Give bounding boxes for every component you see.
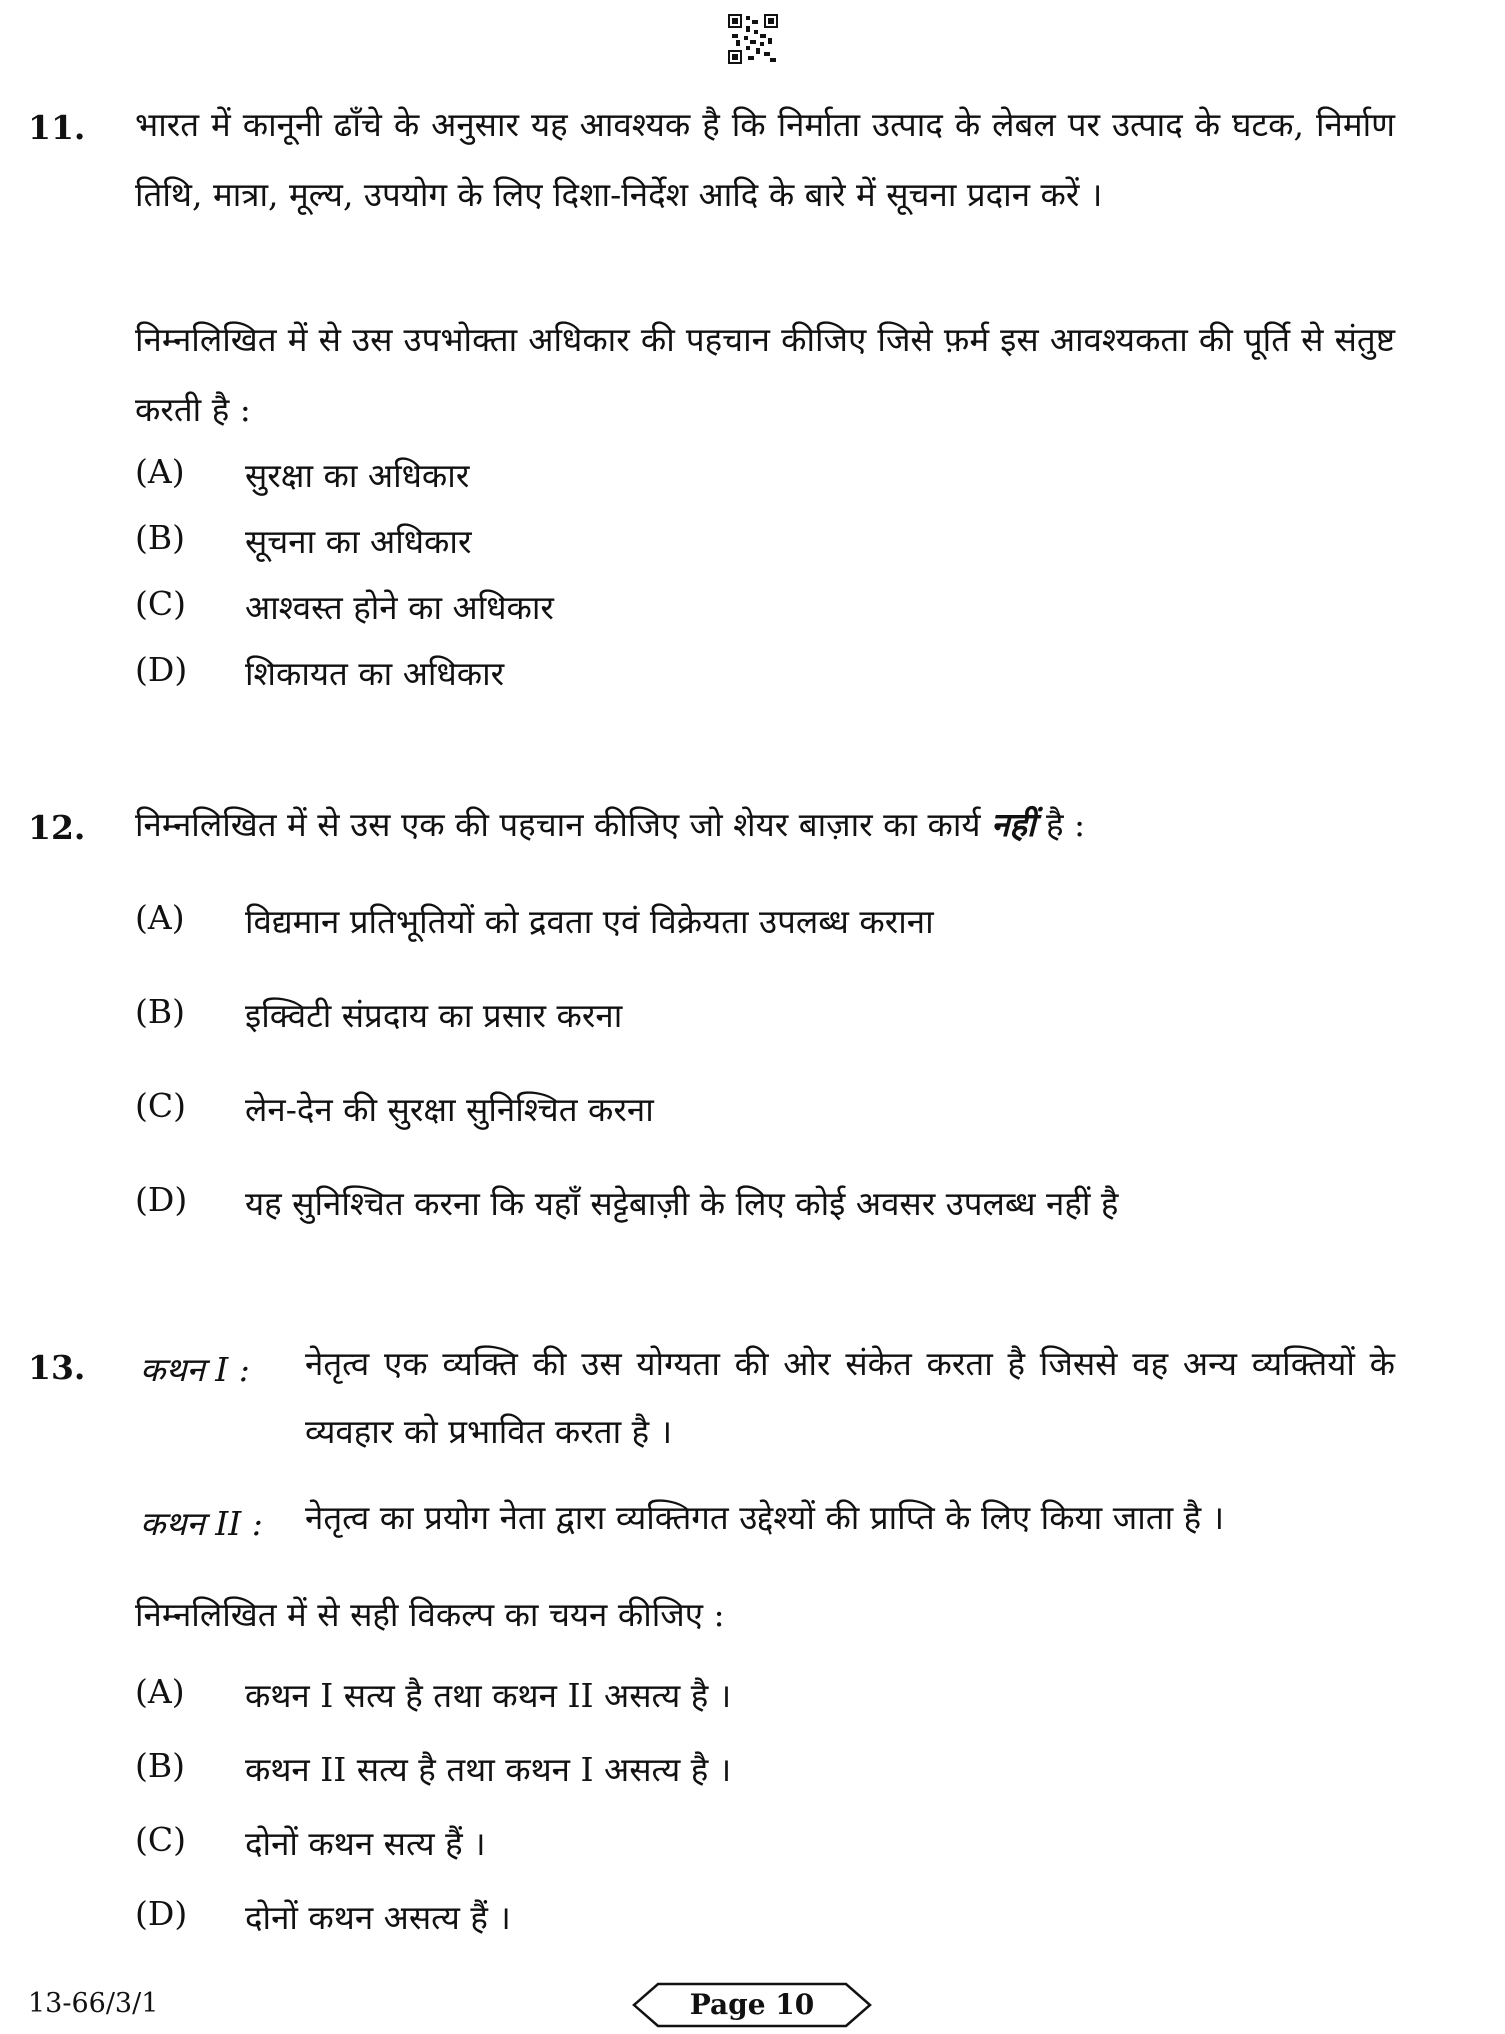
question-instruction: निम्नलिखित में से सही विकल्प का चयन कीजिए : bbox=[135, 1595, 725, 1634]
statement-2-text: नेतृत्व का प्रयोग नेता द्वारा व्यक्तिगत उद्देश्यों की प्राप्ति के लिए किया जाता है । bbox=[305, 1498, 1225, 1537]
option-text: विद्यमान प्रतिभूतियों को द्रवता एवं विक्रेयता उपलब्ध कराना bbox=[245, 902, 934, 941]
option-label: (C) bbox=[135, 584, 186, 623]
option-label: (C) bbox=[135, 1086, 186, 1125]
option-label: (D) bbox=[135, 1894, 188, 1933]
statement-1-text: नेतृत्व एक व्यक्ति की उस योग्यता की ओर संकेत करता है जिससे वह अन्य व्यक्तियों के व्यवहार को प्रभावित करता है । bbox=[305, 1344, 1395, 1451]
option-text: सूचना का अधिकार bbox=[245, 522, 472, 561]
option-label: (A) bbox=[135, 1672, 185, 1711]
option-text: यह सुनिश्चित करना कि यहाँ सट्टेबाज़ी के लिए कोई अवसर उपलब्ध नहीं है bbox=[245, 1184, 1119, 1223]
option-label: (A) bbox=[135, 898, 185, 937]
option-text: आश्वस्त होने का अधिकार bbox=[245, 588, 554, 627]
option-label: (C) bbox=[135, 1820, 186, 1859]
option-text: दोनों कथन असत्य हैं । bbox=[245, 1898, 511, 1937]
option-text: दोनों कथन सत्य हैं । bbox=[245, 1824, 486, 1863]
option-text: कथन II सत्य है तथा कथन I असत्य है । bbox=[245, 1750, 732, 1789]
statement-1-label: कथन I : bbox=[140, 1350, 250, 1389]
option-text: सुरक्षा का अधिकार bbox=[245, 456, 470, 495]
page-number-badge bbox=[632, 1982, 872, 2028]
question-number: 13. bbox=[28, 1348, 86, 1387]
question-text-part: निम्नलिखित में से उस एक की पहचान कीजिए जो शेयर बाज़ार का कार्य bbox=[135, 805, 992, 844]
option-text: इक्विटी संप्रदाय का प्रसार करना bbox=[245, 996, 623, 1035]
qr-code-icon bbox=[728, 14, 778, 64]
emphasis-word: नहीं bbox=[991, 805, 1036, 844]
option-label: (B) bbox=[135, 1746, 185, 1785]
option-label: (B) bbox=[135, 992, 185, 1031]
option-label: (B) bbox=[135, 518, 185, 557]
statement-2-label: कथन II : bbox=[140, 1504, 263, 1543]
question-text bbox=[135, 790, 1395, 860]
option-text: शिकायत का अधिकार bbox=[245, 654, 505, 693]
question-text-part: है : bbox=[1035, 805, 1086, 844]
option-label: (A) bbox=[135, 452, 185, 491]
option-label: (D) bbox=[135, 1180, 188, 1219]
question-instruction: निम्नलिखित में से उस उपभोक्ता अधिकार की पहचान कीजिए जिसे फ़र्म इस आवश्यकता की पूर्ति से संतुष्ट करती है : bbox=[135, 320, 1395, 429]
paper-code: 13-66/3/1 bbox=[28, 1988, 159, 2019]
page-label: Page 10 bbox=[689, 1988, 815, 2021]
question-text: भारत में कानूनी ढाँचे के अनुसार यह आवश्यक है कि निर्माता उत्पाद के लेबल पर उत्पाद के घटक, निर्माण तिथि, मात्रा, मूल्य, उपयोग के लिए दिशा-निर्देश आदि के बारे में सूचना प्रदान करें । bbox=[135, 105, 1395, 214]
option-text: कथन I सत्य है तथा कथन II असत्य है । bbox=[245, 1676, 732, 1715]
option-text: लेन-देन की सुरक्षा सुनिश्चित करना bbox=[245, 1090, 654, 1129]
question-number: 11. bbox=[28, 108, 86, 147]
option-label: (D) bbox=[135, 650, 188, 689]
question-number: 12. bbox=[28, 808, 86, 847]
